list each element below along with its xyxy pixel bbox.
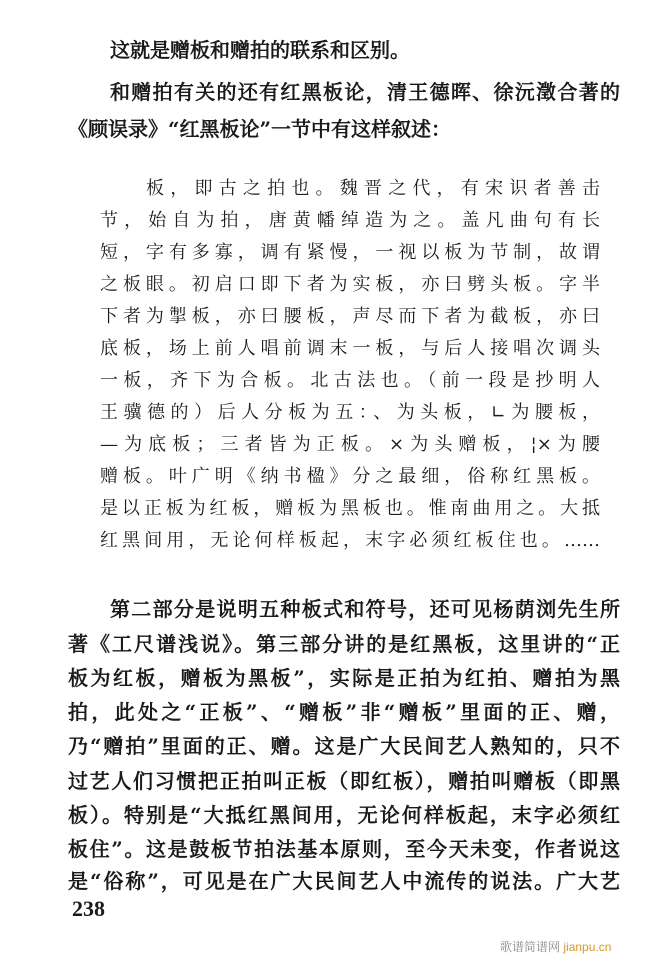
watermark bbox=[500, 938, 611, 955]
watermark-en: jianpu.cn bbox=[563, 940, 612, 954]
text-line: 乃“赠拍”里面的正、赠。这是广大民间艺人熟知的，只不 bbox=[68, 734, 620, 758]
quote-line: 红黑间用，无论何样板起，末字必须红板住也。…… bbox=[100, 530, 600, 551]
text-line: 第二部分是说明五种板式和符号，还可见杨荫浏先生所 bbox=[110, 597, 620, 621]
text-line: 和赠拍有关的还有红黑板论，清王德晖、徐沅澂合著的 bbox=[110, 80, 620, 104]
quote-line: 一板，齐下为合板。北古法也。（前一段是抄明人 bbox=[100, 370, 600, 391]
quote-line: 底板，场上前人唱前调末一板，与后人接唱次调头 bbox=[100, 338, 600, 359]
text-line: 著《工尺谱浅说》。第三部分讲的是红黑板，这里讲的“正 bbox=[68, 632, 620, 656]
quote-line: 是以正板为红板，赠板为黑板也。惟南曲用之。大抵 bbox=[100, 498, 600, 519]
quote-line: 下者为掣板，亦曰腰板，声尽而下者为截板，亦曰 bbox=[100, 306, 600, 327]
quote-line: 之板眼。初启口即下者为实板，亦曰劈头板。字半 bbox=[100, 274, 600, 295]
quote-line: 板，即古之拍也。魏晋之代，有宋识者善击 bbox=[146, 178, 600, 199]
watermark-cn: 歌谱简谱网 bbox=[500, 940, 561, 954]
text-line: 板）。特别是“大抵红黑间用，无论何样板起，末字必须红 bbox=[68, 803, 620, 827]
text-line: 《顾误录》“红黑板论”一节中有这样叙述： bbox=[68, 117, 452, 141]
quote-line: 短，字有多寡，调有紧慢，一视以板为节制，故谓 bbox=[100, 242, 600, 263]
quote-line: 节，始自为拍，唐黄幡绰造为之。盖凡曲句有长 bbox=[100, 210, 600, 231]
quote-line: 赠板。叶广明《纳书楹》分之最细，俗称红黑板。 bbox=[100, 466, 600, 487]
text-line: 过艺人们习惯把正拍叫正板（即红板），赠拍叫赠板（即黑 bbox=[68, 769, 620, 793]
text-line: 拍，此处之“正板”、“赠板”非“赠板”里面的正、赠， bbox=[68, 700, 620, 724]
text-line: 是“俗称”，可见是在广大民间艺人中流传的说法。广大艺 bbox=[68, 869, 620, 893]
quote-line: 王骥德的）后人分板为五：、为头板，∟为腰板， bbox=[100, 402, 600, 423]
text-line: 板住”。这是鼓板节拍法基本原则，至今天未变，作者说这 bbox=[68, 837, 620, 861]
text-line: 板为红板，赠板为黑板”，实际是正拍为红拍、赠拍为黑 bbox=[68, 666, 620, 690]
page-number: 238 bbox=[72, 896, 105, 921]
text-line: 这就是赠板和赠拍的联系和区别。 bbox=[110, 38, 410, 62]
quote-line: —为底板；三者皆为正板。×为头赠板，¦×为腰 bbox=[100, 434, 600, 455]
